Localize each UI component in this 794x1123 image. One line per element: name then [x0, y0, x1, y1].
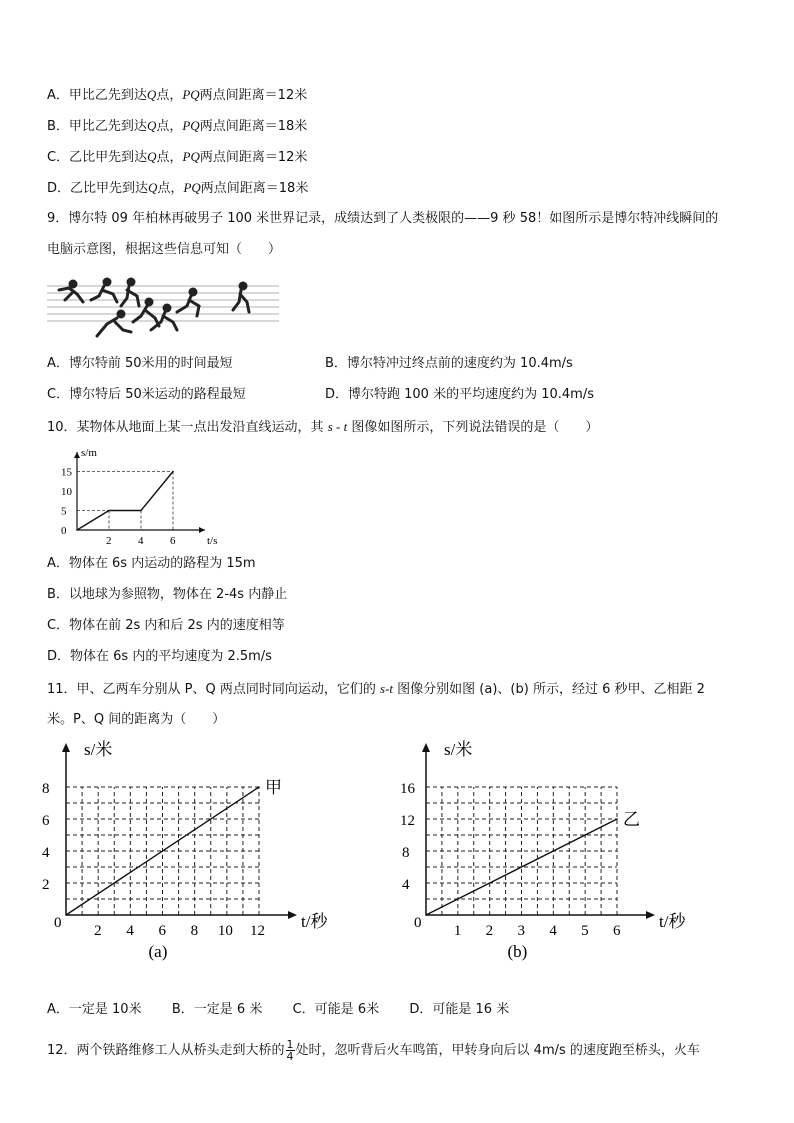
series-label-yi: 乙: [623, 810, 640, 829]
y-tick-label: 0: [61, 525, 67, 537]
x-axis-arrow: [199, 527, 205, 533]
y-axis-label: s/m: [81, 447, 97, 459]
origin-label: 0: [414, 915, 422, 931]
q11-chart-b: [385, 735, 695, 965]
x-tick-label: 1: [453, 923, 462, 939]
y-tick-label: 8: [42, 781, 50, 797]
x-tick-label: 5: [581, 923, 589, 939]
q11-option-d: D．可能是 16 米: [409, 1002, 510, 1017]
q9-stem-line2: 电脑示意图，根据这些信息可知（ ）: [47, 242, 282, 257]
q11-stem-line1: 11．甲、乙两车分别从 P、Q 两点同时同向运动，它们的 s-t 图像分别如图 (a)、(b) 所示，经过 6 秒甲、乙相距 2: [47, 681, 705, 697]
x-tick-label: 12: [250, 923, 265, 939]
q11-option-c: C．可能是 6米: [292, 1002, 380, 1017]
q9-option-c: C．博尔特后 50米运动的路程最短: [47, 387, 246, 402]
q8-option-a: A．甲比乙先到达Q点，PQ两点间距离＝12米: [47, 87, 308, 103]
q11-stem-line2: 米。P、Q 间的距离为（ ）: [47, 712, 226, 727]
y-tick-label: 8: [402, 845, 410, 861]
data-point: [140, 510, 142, 512]
q11-option-b: B．一定是 6 米: [171, 1002, 263, 1017]
data-point: [258, 786, 260, 788]
q10-st-chart: [55, 446, 225, 546]
q8-option-c: C．乙比甲先到达Q点，PQ两点间距离＝12米: [47, 149, 308, 165]
origin-label: 0: [54, 915, 62, 931]
q10-option-b: B．以地球为参照物，物体在 2-4s 内静止: [47, 587, 288, 602]
y-tick-label: 4: [402, 877, 410, 893]
q8-option-d: D．乙比甲先到达Q点，PQ两点间距离＝18米: [47, 180, 309, 196]
y-tick-label: 16: [400, 781, 415, 797]
chart-caption: (b): [507, 942, 528, 961]
x-axis-label: t/秒: [659, 912, 686, 931]
x-axis-label: t/秒: [301, 912, 328, 931]
x-tick-label: 4: [126, 923, 134, 939]
q9-sprinters-image: [47, 272, 279, 344]
q9-option-b: B．博尔特冲过终点前的速度约为 10.4m/s: [325, 356, 573, 371]
data-point: [76, 529, 78, 531]
q10-option-c: C．物体在前 2s 内和后 2s 内的速度相等: [47, 618, 285, 633]
series-label-jia: 甲: [265, 778, 282, 797]
q12-fraction: $\frac{1}{4}$: [286, 1038, 294, 1063]
x-axis-arrow: [288, 911, 297, 919]
x-tick-label: 2: [94, 923, 102, 939]
data-point: [616, 818, 618, 820]
y-tick-label: 15: [61, 466, 72, 479]
y-axis-label: s/米: [84, 740, 113, 759]
data-point: [65, 914, 67, 916]
series-line: [77, 472, 173, 531]
x-tick-label: 6: [613, 923, 621, 939]
x-tick-label: 2: [485, 923, 494, 939]
y-axis-arrow: [422, 743, 430, 752]
q10-option-d: D．物体在 6s 内的平均速度为 2.5m/s: [47, 649, 272, 664]
x-axis-arrow: [646, 911, 655, 919]
x-axis-label: t/s: [207, 535, 218, 547]
q11-option-a: A．一定是 10米: [47, 1002, 142, 1017]
x-tick-label: 6: [170, 535, 176, 547]
q10-option-a: A．物体在 6s 内运动的路程为 15m: [47, 556, 256, 571]
y-tick-label: 12: [400, 813, 415, 829]
x-tick-label: 6: [158, 923, 166, 939]
x-tick-label: 8: [190, 923, 199, 939]
x-tick-label: 3: [517, 923, 525, 939]
q9-stem-line1: 9．博尔特 09 年柏林再破男子 100 米世界记录，成绩达到了人类极限的——9 秒 58！如图所示是博尔特冲线瞬间的: [47, 211, 719, 226]
y-tick-label: 6: [42, 813, 50, 829]
y-tick-label: 5: [61, 505, 67, 518]
y-tick-label: 10: [61, 486, 72, 498]
x-tick-label: 4: [549, 923, 557, 939]
q9-option-d: D．博尔特跑 100 米的平均速度约为 10.4m/s: [325, 387, 594, 402]
chart-caption: (a): [148, 942, 168, 961]
y-tick-label: 4: [42, 845, 50, 861]
q10-stem: 10．某物体从地面上某一点出发沿直线运动，其 s - t 图像如图所示，下列说法错误的是（ ）: [47, 419, 599, 435]
x-tick-label: 4: [138, 535, 144, 547]
q9-option-a: A．博尔特前 50米用的时间最短: [47, 356, 233, 371]
y-axis-label: s/米: [444, 740, 473, 759]
q11-chart-a: [42, 735, 340, 965]
q12-stem: 12．两个铁路维修工人从桥头走到大桥的 $\frac{1}{4}$ 处时，忽听背后火车鸣笛，甲转身向后以 4m/s 的速度跑至桥头，火车: [47, 1038, 700, 1063]
x-tick-label: 2: [106, 535, 112, 547]
y-axis-arrow: [74, 452, 80, 458]
data-point: [108, 510, 110, 512]
y-axis-arrow: [62, 743, 70, 752]
x-tick-label: 10: [217, 923, 233, 939]
q11-options: [47, 1001, 509, 1019]
data-point: [425, 914, 427, 916]
y-tick-label: 2: [42, 877, 50, 893]
q8-option-b: B．甲比乙先到达Q点，PQ两点间距离＝18米: [47, 118, 308, 134]
data-point: [172, 471, 174, 473]
